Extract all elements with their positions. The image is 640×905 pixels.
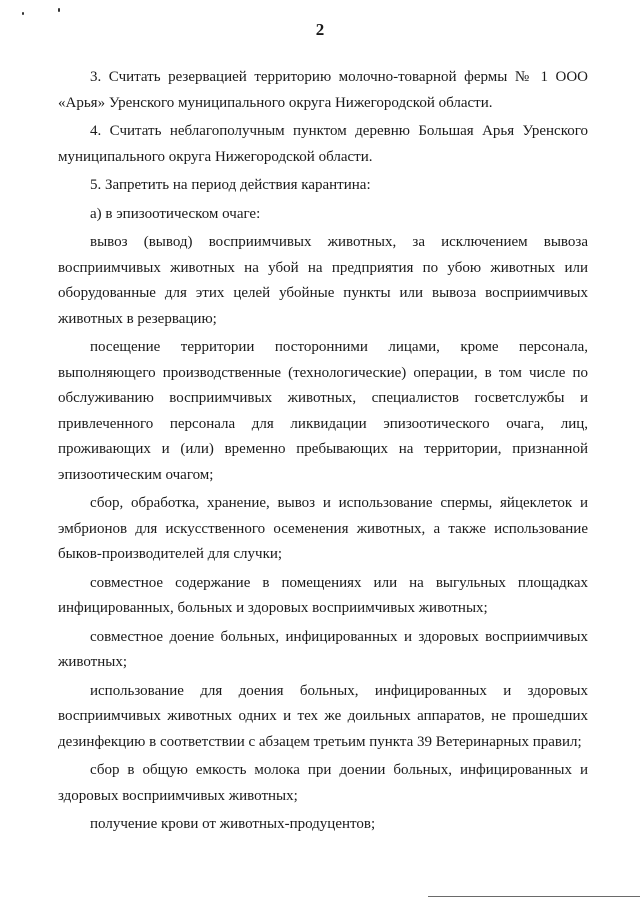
paragraph-ban-milk-collection: сбор в общую емкость молока при доении больных, инфицированных и здоровых восприимчивых животных; [58,762,588,804]
scan-speck [22,12,24,15]
paragraph-item-3: 3. Считать резервацией территорию молочно-товарной фермы № 1 ООО «Арья» Уренского муниципального округа Нижегородской области. [58,69,588,111]
scan-speck [58,8,60,12]
page-number: 2 [315,20,325,39]
paragraph-subitem-a: а) в эпизоотическом очаге: [90,205,261,222]
paragraph-ban-joint-milking: совместное доение больных, инфицированных и здоровых восприимчивых животных; [58,628,588,670]
paragraph-ban-sperm: сбор, обработка, хранение, вывоз и использование спермы, яйцеклеток и эмбрионов для искусственного осеменения животных, а также использование быков-производителей для случки; [58,495,588,562]
paragraph-item-4: 4. Считать неблагополучным пунктом деревню Большая Арья Уренского муниципального округа Нижегородской области. [58,123,588,165]
document-body [58,65,588,838]
scan-edge-line [428,896,640,897]
paragraph-item-5: 5. Запретить на период действия карантина: [90,177,371,193]
paragraph-ban-joint-keeping: совместное содержание в помещениях или на выгульных площадках инфицированных, больных и здоровых восприимчивых животных; [58,574,588,616]
paragraph-ban-removal: вывоз (вывод) восприимчивых животных, за исключением вывоза восприимчивых животных на убой на предприятия по убою животных или оборудованные для этих целей убойные пункты или вывоза восприимчивых животных в резервацию; [58,234,588,327]
paragraph-ban-milking-machines: использование для доения больных, инфицированных и здоровых восприимчивых животных одних и тех же доильных аппаратов, не прошедших дезинфекцию в соответствии с абзацем третьим пункта 39 Ветеринарных правил; [58,682,588,750]
paragraph-ban-blood: получение крови от животных-продуцентов; [90,816,376,832]
paragraph-ban-visits: посещение территории посторонними лицами, кроме персонала, выполняющего производственные (технологические) операции, в том числе по обслуживанию восприимчивых животных, специалистов госветслужбы и привлеченного персонала для ликвидации эпизоотического очага, лиц, проживающих и (или) временно пребывающих на территории, признанной эпизоотическим очагом; [58,339,588,483]
